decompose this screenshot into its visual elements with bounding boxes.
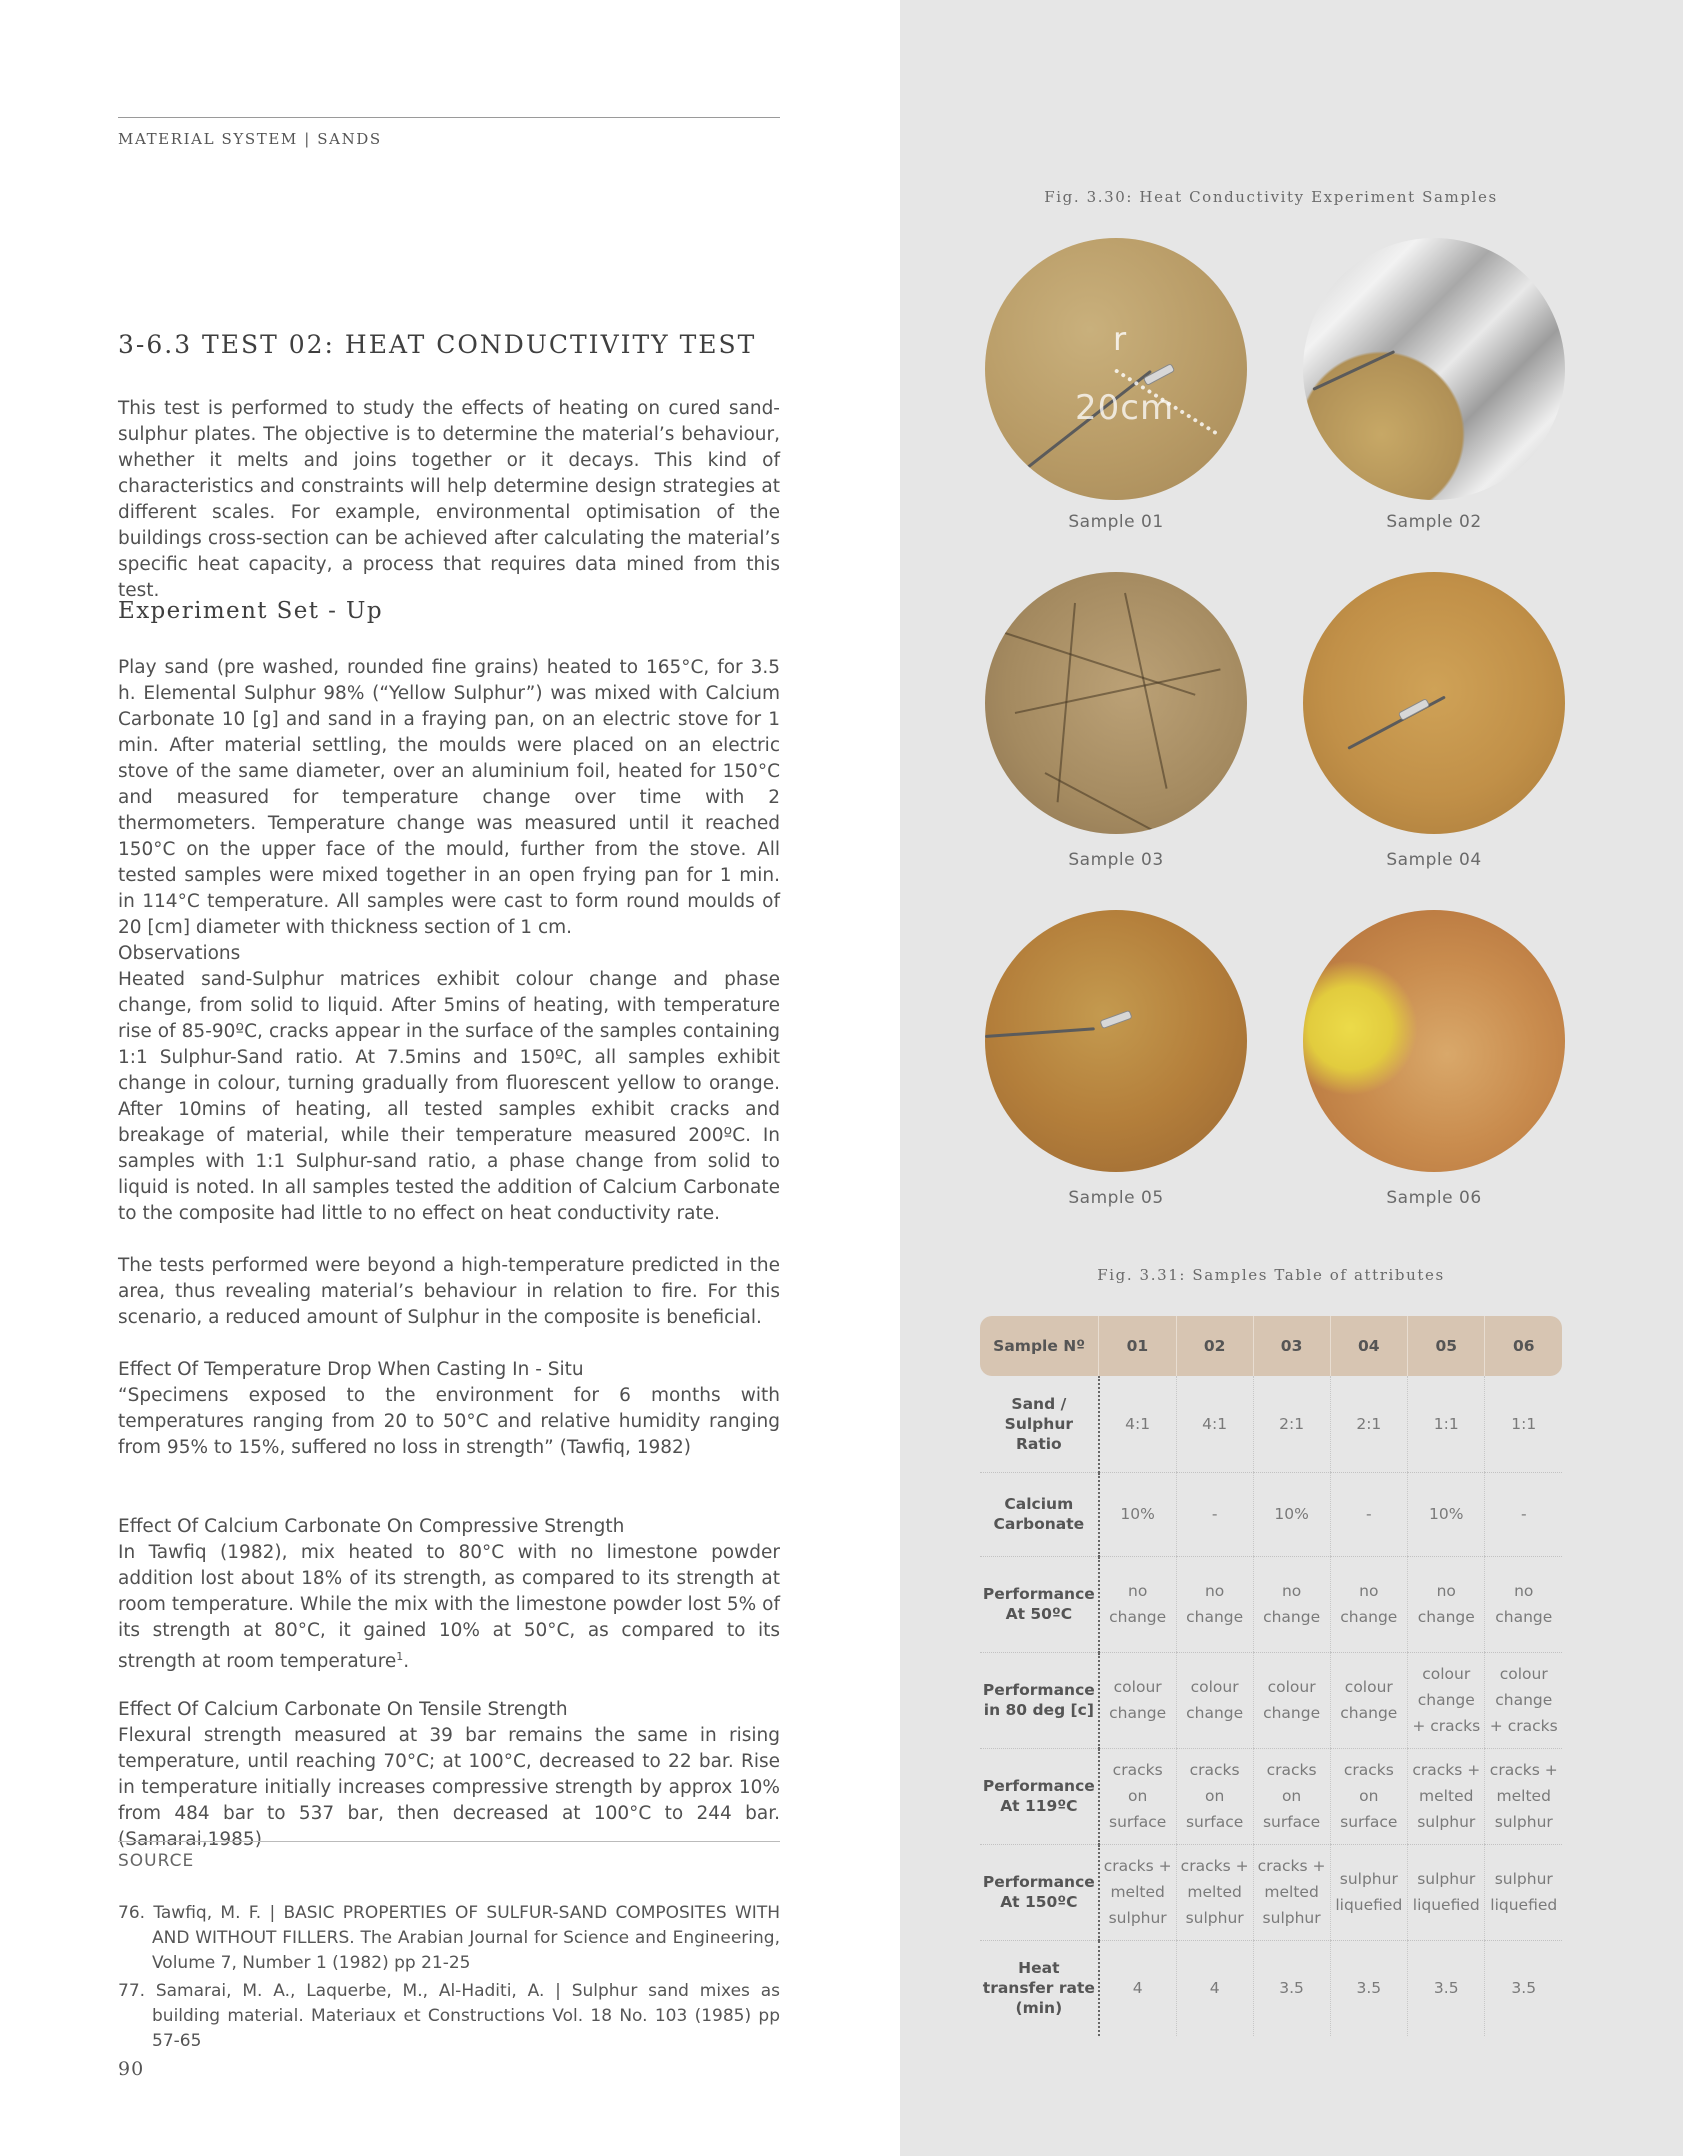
sample-04-label: Sample 04	[1386, 850, 1482, 870]
table-cell: 3.5	[1485, 1940, 1562, 2036]
sample-01-photo	[985, 238, 1247, 500]
observations-heading: Observations	[118, 943, 241, 964]
thermometer-wire	[1312, 350, 1395, 391]
table-cell: cracks + melted sulphur	[1485, 1748, 1562, 1844]
thermometer-probe	[1099, 1010, 1132, 1029]
table-cell: cracks on surface	[1253, 1748, 1330, 1844]
row-label: Sand / Sulphur Ratio	[980, 1376, 1099, 1472]
table-cell: sulphur liquefied	[1330, 1844, 1407, 1940]
temp-drop-heading: Effect Of Temperature Drop When Casting In - Situ	[118, 1359, 584, 1380]
table-cell: no change	[1176, 1556, 1253, 1652]
table-row	[980, 1652, 1562, 1748]
table-cell: colour change	[1330, 1652, 1407, 1748]
sample-01-label: Sample 01	[1068, 512, 1164, 532]
observations-paragraph: Heated sand-Sulphur matrices exhibit colour change and phase change, from solid to liquid. After 5mins of heating, with temperature rise of 85-90ºC, cracks appear in the surface of the samples containing 1:1 Sulphur-Sand ratio. At 7.5mins and 150ºC, all samples exhibit change in colour, turning gradually from fluorescent yellow to orange. After 10mins of heating, all tested samples exhibit cracks and breakage of material, while their temperature measured 200ºC. In samples with 1:1 Sulphur-sand ratio, a phase change from solid to liquid is noted. In all samples tested the addition of Calcium Carbonate to the composite had little to no effect on heat conductivity rate.	[118, 969, 780, 1224]
sample-05-label: Sample 05	[1068, 1188, 1164, 1208]
table-cell: 2:1	[1330, 1376, 1407, 1472]
source-rule	[118, 1841, 780, 1842]
page-number: 90	[118, 2058, 145, 2080]
table-cell: no change	[1408, 1556, 1485, 1652]
figure-table-caption: Fig. 3.31: Samples Table of attributes	[1097, 1266, 1445, 1284]
footnote-marker: 1	[396, 1650, 404, 1663]
sample-02-photo	[1303, 238, 1565, 500]
table-cell: 3.5	[1330, 1940, 1407, 2036]
table-cell: cracks + melted sulphur	[1176, 1844, 1253, 1940]
table-cell: cracks on surface	[1176, 1748, 1253, 1844]
table-cell: 4	[1176, 1940, 1253, 2036]
compressive-paragraph	[118, 1540, 780, 1675]
row-label: Performance At 50ºC	[980, 1556, 1099, 1652]
table-cell: 1:1	[1485, 1376, 1562, 1472]
table-cell: 3.5	[1408, 1940, 1485, 2036]
tensile-paragraph: Flexural strength measured at 39 bar remains the same in rising temperature, until reaching 70°C; at 100°C, decreased to 22 bar. Rise in temperature initially increases compressive strength by approx 10% from 484 bar to 537 bar, then decreased at 100°C to 244 bar. (Samarai,1985)	[118, 1725, 780, 1850]
row-label: Performance At 119ºC	[980, 1748, 1099, 1844]
table-cell: 10%	[1253, 1472, 1330, 1556]
table-cell: sulphur liquefied	[1408, 1844, 1485, 1940]
crack	[1005, 632, 1196, 696]
table-cell: cracks on surface	[1330, 1748, 1407, 1844]
sample-05-photo	[985, 910, 1247, 1172]
table-cell: -	[1485, 1472, 1562, 1556]
row-label: Performance in 80 deg [c]	[980, 1652, 1099, 1748]
table-header-row	[980, 1316, 1562, 1376]
table-cell: -	[1176, 1472, 1253, 1556]
compressive-text: In Tawfiq (1982), mix heated to 80°C with no limestone powder addition lost about 18% of its strength, as compared to its strength at room temperature. While the mix with the limestone powder lost 5% of its strength at 80°C, it gained 10% at 50°C, as compared to its strength at room temperature	[118, 1542, 780, 1673]
table-cell: no change	[1330, 1556, 1407, 1652]
table-row	[980, 1472, 1562, 1556]
table-cell: 4	[1099, 1940, 1176, 2036]
sample-06-label: Sample 06	[1386, 1188, 1482, 1208]
table-cell: colour change	[1176, 1652, 1253, 1748]
table-cell: 3.5	[1253, 1940, 1330, 2036]
sample-06-photo	[1303, 910, 1565, 1172]
table-cell: 10%	[1099, 1472, 1176, 1556]
header-sample-02: 02	[1176, 1316, 1253, 1376]
sample-02-label: Sample 02	[1386, 512, 1482, 532]
section-title: 3-6.3 TEST 02: HEAT CONDUCTIVITY TEST	[118, 330, 757, 359]
header-sample-01: 01	[1099, 1316, 1176, 1376]
row-label: Performance At 150ºC	[980, 1844, 1099, 1940]
sample-03-photo	[985, 572, 1247, 834]
header-sample-06: 06	[1485, 1316, 1562, 1376]
setup-heading: Experiment Set - Up	[118, 598, 383, 624]
table-cell: cracks + melted sulphur	[1253, 1844, 1330, 1940]
header-sample-number: Sample Nº	[980, 1316, 1099, 1376]
table-cell: colour change + cracks	[1408, 1652, 1485, 1748]
table-cell: no change	[1253, 1556, 1330, 1652]
row-label: Calcium Carbonate	[980, 1472, 1099, 1556]
figure-samples-caption: Fig. 3.30: Heat Conductivity Experiment Samples	[1044, 188, 1498, 206]
row-label: Heat transfer rate (min)	[980, 1940, 1099, 2036]
table-row	[980, 1556, 1562, 1652]
header-rule	[118, 117, 780, 118]
header-sample-04: 04	[1330, 1316, 1407, 1376]
radius-label: r	[1113, 320, 1127, 358]
diameter-label: 20cm	[1075, 388, 1175, 428]
reference-76: 76. Tawfiq, M. F. | BASIC PROPERTIES OF SULFUR-SAND COMPOSITES WITH AND WITHOUT FILLERS. The Arabian Journal for Science and Engineering, Volume 7, Number 1 (1982) pp 21-25	[118, 1903, 780, 1973]
table-cell: 10%	[1408, 1472, 1485, 1556]
table-cell: 1:1	[1408, 1376, 1485, 1472]
thermometer-probe	[1143, 363, 1175, 386]
table-cell: colour change	[1099, 1652, 1176, 1748]
header-sample-03: 03	[1253, 1316, 1330, 1376]
table-cell: 4:1	[1176, 1376, 1253, 1472]
thermometer-wire	[985, 1027, 1095, 1038]
compressive-end: .	[403, 1651, 410, 1673]
header-sample-05: 05	[1408, 1316, 1485, 1376]
table-cell: cracks + melted sulphur	[1099, 1844, 1176, 1940]
intro-paragraph: This test is performed to study the effects of heating on cured sand-sulphur plates. The objective is to determine the material’s behaviour, whether it melts and joins together or it decays. This kind of characteristics and constraints will help determine design strategies at different scales. For example, environmental optimisation of the buildings cross-section can be achieved after calculating the material’s specific heat capacity, a process that requires data mined from this test.	[118, 398, 780, 601]
table-body	[980, 1376, 1562, 2036]
table-row	[980, 1844, 1562, 1940]
thermometer-wire	[1347, 696, 1446, 750]
table-cell: cracks + melted sulphur	[1408, 1748, 1485, 1844]
source-title: SOURCE	[118, 1851, 195, 1871]
table-cell: 2:1	[1253, 1376, 1330, 1472]
table-cell: cracks on surface	[1099, 1748, 1176, 1844]
running-header: MATERIAL SYSTEM | SANDS	[118, 130, 382, 148]
table-row	[980, 1940, 1562, 2036]
table-cell: colour change	[1253, 1652, 1330, 1748]
table-row	[980, 1376, 1562, 1472]
table-cell: colour change + cracks	[1485, 1652, 1562, 1748]
sample-04-photo	[1303, 572, 1565, 834]
fire-paragraph: The tests performed were beyond a high-temperature predicted in the area, thus revealing material’s behaviour in relation to fire. For this scenario, a reduced amount of Sulphur in the composite is beneficial.	[118, 1255, 780, 1328]
table-cell: no change	[1099, 1556, 1176, 1652]
table-cell: no change	[1485, 1556, 1562, 1652]
tensile-heading: Effect Of Calcium Carbonate On Tensile Strength	[118, 1699, 568, 1720]
compressive-heading: Effect Of Calcium Carbonate On Compressive Strength	[118, 1516, 625, 1537]
table-row	[980, 1748, 1562, 1844]
table-cell: sulphur liquefied	[1485, 1844, 1562, 1940]
sample-03-label: Sample 03	[1068, 850, 1164, 870]
setup-paragraph: Play sand (pre washed, rounded fine grains) heated to 165°C, for 3.5 h. Elemental Sulphur 98% (“Yellow Sulphur”) was mixed with Calcium Carbonate 10 [g] and sand in a fraying pan, on an electric stove for 1 min. After material settling, the moulds were placed on an electric stove of the same diameter, over an aluminium foil, heated for 150°C and measured for temperature change over time with 2 thermometers. Temperature change was measured until it reached 150°C on the upper face of the mould, further from the stove. All tested samples were mixed together in an open frying pan for 1 min. in 114°C temperature. All samples were cast to form round moulds of 20 [cm] diameter with thickness section of 1 cm.	[118, 657, 780, 938]
temp-drop-paragraph: “Specimens exposed to the environment for 6 months with temperatures ranging from 20 to 50°C and relative humidity ranging from 95% to 15%, suffered no loss in strength” (Tawfiq, 1982)	[118, 1385, 780, 1458]
crack	[1124, 593, 1168, 789]
thermometer-probe	[1398, 698, 1430, 721]
reference-77: 77. Samarai, M. A., Laquerbe, M., Al-Haditi, A. | Sulphur sand mixes as building material. Materiaux et Constructions Vol. 18 No. 103 (1985) pp 57-65	[118, 1981, 780, 2051]
table-cell: 4:1	[1099, 1376, 1176, 1472]
table-cell: -	[1330, 1472, 1407, 1556]
samples-attribute-table	[980, 1316, 1562, 2036]
